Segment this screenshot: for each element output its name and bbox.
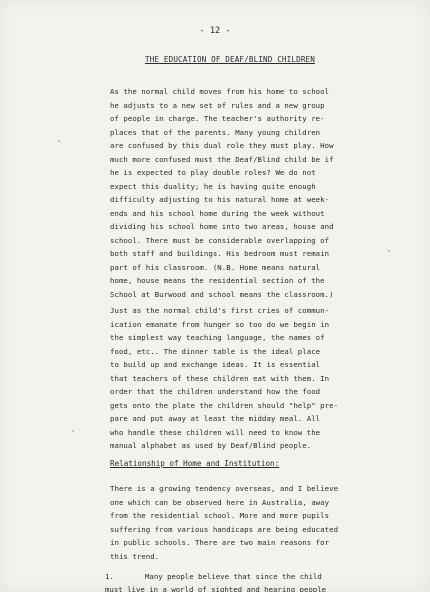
paragraph-line: he adjusts to a new set of rules and a new group [110, 100, 325, 110]
paragraph-line: Just as the normal child's first cries of commun- [110, 306, 330, 315]
paragraph-line: expect this duality; he is having quite enough [110, 181, 316, 191]
paragraph-line: to build up and exchange ideas. It is essential [110, 360, 321, 369]
paragraph-line: from the residential school. More and more pupils [110, 511, 330, 520]
paragraph-line: school. There must be considerable overlapping of [110, 235, 330, 245]
paragraph-line: part of his classroom. (N.B. Home means natural [110, 262, 321, 272]
page-number: - 12 - [199, 26, 231, 36]
paragraph-line: gets onto the plate the children should "help" pre- [110, 400, 339, 410]
document-title: THE EDUCATION OF DEAF/BLIND CHILDREN [145, 55, 315, 64]
paragraph-line: food, etc.. The dinner table is the ideal place [110, 346, 321, 356]
paragraph-line: much more confused must the Deaf/Blind child be if [110, 154, 334, 164]
paragraph-line: one which can be observed here in Australia, away [110, 497, 330, 507]
paragraph-line: home, house means the residential section of the [110, 276, 325, 285]
paragraph-3 [110, 482, 370, 563]
paragraph-line: that teachers of these children eat with them. In [110, 373, 330, 383]
list-item [105, 570, 322, 584]
list-item-text: Many people believe that since the child [145, 572, 322, 581]
paragraph-line: this trend. [110, 551, 160, 561]
paragraph-2 [110, 304, 370, 453]
paragraph-line: School at Burwood and school means the classroom.) [110, 289, 334, 299]
paragraph-line: order that the children understand how the food [110, 387, 321, 396]
paragraph-line: of people in charge. The teacher's authority re- [110, 114, 325, 123]
paper-speck [388, 250, 390, 252]
paragraph-line: who handle these children will need to know the [110, 427, 321, 437]
paragraph-line: ication emanate from hunger so too do we begin in [110, 319, 330, 329]
section-heading: Relationship of Home and Institution: [110, 459, 280, 468]
paragraph-line: dividing his school home into two areas, house and [110, 222, 334, 231]
paragraph-line: places that of the parents. Many young children [110, 127, 321, 137]
paragraph-line: pare and put away at least the midday meal. All [110, 414, 321, 423]
paragraph-line: There is a growing tendency overseas, and I believe [110, 484, 339, 493]
paragraph-line: in public schools. There are two main reasons for [110, 538, 330, 547]
paragraph-line: ends and his school home during the week without [110, 208, 325, 218]
paragraph-line: are confused by this dual role they must play. How [110, 141, 334, 150]
paragraph-line: both staff and buildings. His bedroom must remain [110, 249, 330, 258]
paper-speck [72, 430, 74, 432]
paragraph-1 [110, 85, 370, 301]
paragraph-line: difficulty adjusting to his natural home at week- [110, 195, 330, 204]
paragraph-line: suffering from various handicaps are being educated [110, 524, 339, 534]
list-item-number: 1. [105, 572, 114, 581]
paper-speck [58, 140, 60, 142]
paragraph-line: As the normal child moves from his home to school [110, 87, 330, 96]
paragraph-line: he is expected to play double roles? We do not [110, 168, 316, 177]
paragraph-line: the simplest way teaching language, the names of [110, 333, 325, 342]
cut-off-line: must live in a world of sighted and hearing people [105, 585, 327, 592]
paragraph-line: manual alphabet as used by Deaf/Blind people. [110, 441, 312, 450]
